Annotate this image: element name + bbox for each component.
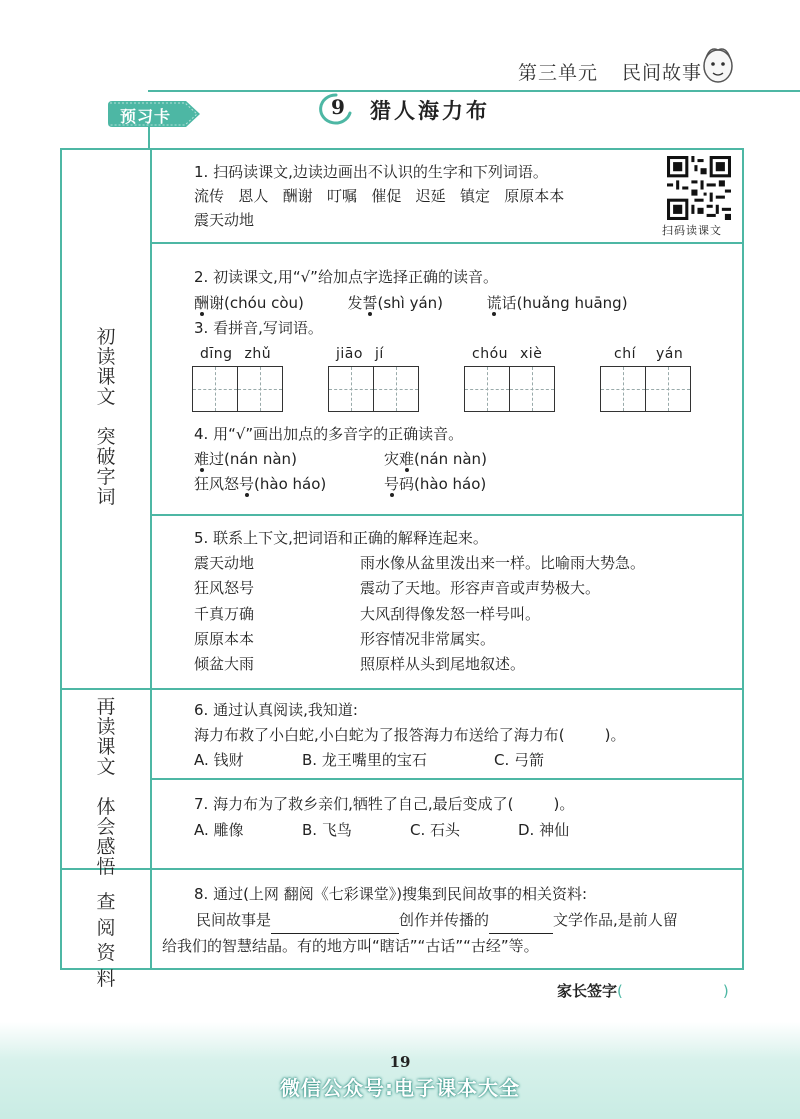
q6-option[interactable]: C. 弓箭: [494, 750, 545, 769]
unit-label: 第三单元: [518, 62, 599, 84]
worksheet-frame: [60, 148, 744, 990]
question-5: [194, 526, 645, 677]
page-number: 19: [389, 1053, 411, 1071]
writing-cell[interactable]: [237, 366, 283, 412]
q7-option[interactable]: C. 石头: [410, 820, 461, 839]
writing-cell[interactable]: [192, 366, 238, 412]
question-6: [194, 698, 625, 772]
question-8: [162, 882, 678, 960]
q4-prompt: 4. 用“√”画出加点的多音字的正确读音。: [194, 425, 464, 443]
q5-pair[interactable]: 千真万确 大风刮得像发怒一样号叫。: [194, 604, 541, 623]
q2-prompt: 2. 初读课文,用“√”给加点字选择正确的读音。: [194, 268, 498, 286]
q7-options: [194, 818, 574, 844]
q6-options: [194, 748, 625, 773]
q8-line1: 民间故事是 创作并传播的 文学作品,是前人留: [194, 908, 678, 935]
q3-grid-group: dīng zhǔ: [192, 346, 281, 412]
q8-line2: 给我们的智慧结晶。有的地方叫“瞎话”“古话”“古经”等。: [162, 937, 539, 955]
q1-last-word: 震天动地: [194, 211, 255, 229]
q6-option[interactable]: B. 龙王嘴里的宝石: [302, 750, 427, 769]
section-label-second-reading: 再 读 课 文 体 会 感 悟: [96, 696, 116, 878]
lesson-number: 9: [331, 95, 345, 119]
q7-option[interactable]: B. 飞鸟: [302, 820, 352, 839]
q5-pair[interactable]: 倾盆大雨 照原样从头到尾地叙述。: [194, 654, 526, 673]
question-2: [194, 264, 628, 317]
q8-prompt: 8. 通过(上网 翻阅《七彩课堂》)搜集到民间故事的相关资料:: [194, 885, 588, 903]
watermark: 微信公众号:电子课本大全: [280, 1076, 520, 1100]
q7-stem: 7. 海力布为了救乡亲们,牺牲了自己,最后变成了( )。: [194, 795, 575, 813]
writing-cell[interactable]: [328, 366, 374, 412]
q2-item: 谎话(huǎng huāng): [486, 294, 628, 313]
divider-section1: [62, 688, 744, 690]
q3-grid-group: chóu xiè: [464, 346, 553, 412]
writing-cell[interactable]: [373, 366, 419, 412]
q1-word-list: 流传 恩人 酬谢 叮嘱 催促 迟延 镇定 原原本本: [194, 187, 565, 205]
unit-header: [518, 58, 702, 85]
question-3-prompt: 3. 看拼音,写词语。: [194, 319, 323, 337]
q3-grid-group: chí yán: [600, 346, 689, 412]
section-label-first-reading: 初 读 课 文 突 破 字 词: [96, 326, 116, 508]
q8-blank[interactable]: [271, 908, 399, 935]
q7-option[interactable]: D. 神仙: [518, 820, 570, 839]
section-label: 民间故事: [622, 62, 703, 84]
q1-prompt: 1. 扫码读课文,边读边画出不认识的生字和下列词语。: [194, 163, 548, 181]
q5-pair[interactable]: 震天动地 雨水像从盆里泼出来一样。比喻雨大势急。: [194, 554, 646, 573]
divider-q6: [150, 778, 744, 780]
preview-card-label: 预习卡: [120, 107, 172, 126]
q6-option[interactable]: A. 钱财: [194, 750, 244, 769]
qr-code-icon[interactable]: [666, 156, 732, 220]
side-divider: [150, 150, 152, 968]
q2-item: 酬谢(chóu còu): [194, 294, 304, 313]
divider-q4: [150, 514, 744, 516]
q5-prompt: 5. 联系上下文,把词语和正确的解释连起来。: [194, 529, 488, 547]
tag-connector: [148, 127, 150, 149]
q6-stem: 海力布救了小白蛇,小白蛇为了报答海力布送给了海力布( )。: [194, 725, 626, 744]
q2-item: 发誓(shì yán): [347, 294, 444, 313]
writing-cell[interactable]: [600, 366, 646, 412]
q5-pair[interactable]: 原原本本 形容情况非常属实。: [194, 629, 496, 648]
q8-blank[interactable]: [489, 908, 553, 935]
divider-section2: [62, 868, 744, 870]
q4-item: 狂风怒号(hào háo): [194, 474, 327, 493]
writing-cell[interactable]: [645, 366, 691, 412]
section-label-reference: 查 阅 资 料: [96, 891, 116, 990]
writing-cell[interactable]: [509, 366, 555, 412]
mascot-icon: [700, 44, 736, 86]
q5-pair[interactable]: 狂风怒号 震动了天地。形容声音或声势极大。: [194, 579, 601, 598]
q7-option[interactable]: A. 雕像: [194, 820, 244, 839]
writing-cell[interactable]: [464, 366, 510, 412]
q3-grid-group: jiāo jí: [328, 346, 417, 412]
qr-caption: 扫码读课文: [662, 224, 722, 237]
q4-item: 灾难(nán nàn): [384, 449, 487, 468]
parent-signature: 家长签字( ): [557, 982, 729, 1000]
question-1: [194, 160, 564, 232]
lesson-title: 猎人海力布: [370, 98, 490, 123]
question-7: [194, 792, 574, 843]
header-rule: [148, 90, 800, 92]
q6-prompt: 6. 通过认真阅读,我知道:: [194, 701, 358, 719]
q4-item: 难过(nán nàn): [194, 449, 297, 468]
divider-q1: [150, 242, 744, 244]
question-4: [194, 422, 487, 496]
q4-item: 号码(hào háo): [384, 474, 487, 493]
q2-items: [194, 290, 628, 316]
